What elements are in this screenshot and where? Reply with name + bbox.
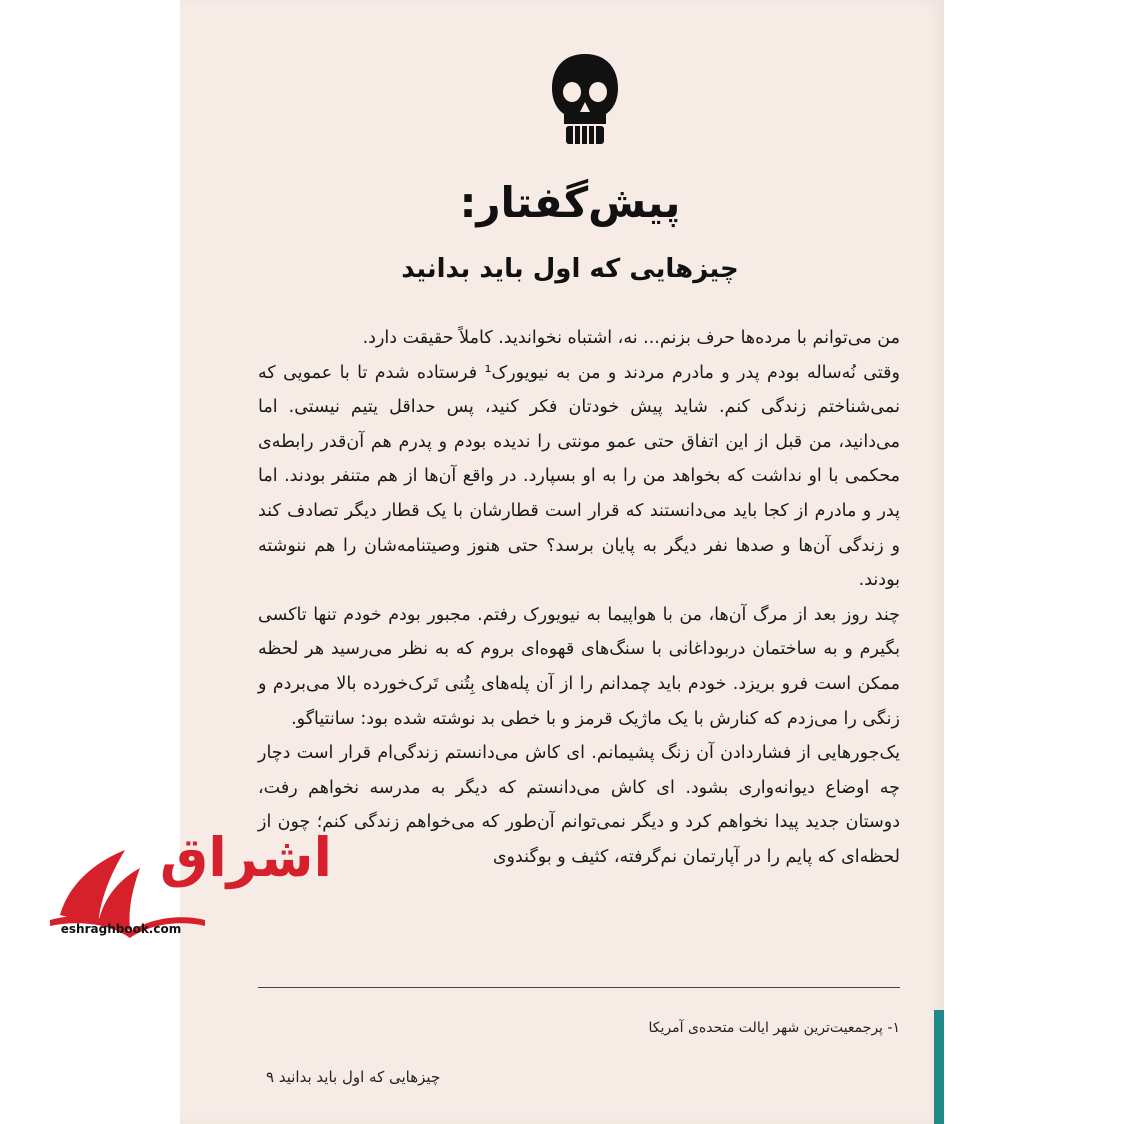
chapter-title: پیش‌گفتار: (459, 178, 681, 227)
paragraph: یک‌جورهایی از فشاردادن آن زنگ پشیمانم. ای کاش می‌دانستم زندگی‌ام قرار است دچار چه اوضاع دیوانه‌واری بشود. ای کاش می‌دانستم که دیگر به مدرسه نخواهم رفت، دوستان جدید پیدا نخواهم کرد و دیگر نمی‌توانم آن‌طور که می‌خواهم زندگی کنم؛ چون از لحظه‌ای که پایم را در آپارتمان نم‌گرفته، کثیف و بوگندوی (258, 743, 900, 867)
footnote-divider (258, 987, 900, 988)
watermark-word: اشراق (160, 826, 332, 889)
skull-icon (550, 52, 620, 152)
watermark-site: eshraghbook.com (60, 922, 182, 936)
page-edge-strip (934, 1010, 944, 1124)
running-footer (258, 1068, 900, 1086)
page-number: ۹ (266, 1068, 275, 1086)
body-text (258, 321, 900, 875)
chapter-subtitle: چیزهایی که اول باید بدانید (401, 254, 739, 284)
running-title: چیزهایی که اول باید بدانید (278, 1068, 441, 1086)
paragraph: چند روز بعد از مرگ آن‌ها، من با هواپیما به نیویورک رفتم. مجبور بودم خودم تنها تاکسی بگیرم و به ساختمان دربوداغانی با سنگ‌های قهوه‌ای بروم که به نظر می‌رسید هر لحظه ممکن است فرو بریزد. خودم باید چمدانم را از آن پله‌های بِتُنی تَرک‌خورده بالا می‌بردم و زنگی را می‌زدم که کنارش با یک ماژیک قرمز و با خطی بد نوشته شده بود: سانتیاگو. (258, 604, 900, 729)
paragraph: من می‌توانم با مرده‌ها حرف بزنم... نه، اشتباه نخواندید. کاملاً حقیقت دارد. (362, 328, 900, 348)
footnote: ۱- پرجمعیت‌ترین شهر ایالت متحده‌ی آمریکا (648, 1020, 900, 1036)
paragraph: وقتی نُه‌ساله بودم پدر و مادرم مردند و من به نیویورک¹ فرستاده شدم تا با عمویی که نمی‌شناختم زندگی کنم. شاید پیش خودتان فکر کنید، پس حداقل یتیم نیستی. اما می‌دانید، من قبل از این اتفاق حتی عمو مونتی را ندیده بودم و پدرم هم آن‌قدر رابطه‌ی محکمی با او نداشت که بخواهد من را به او بسپارد. در واقع آن‌ها از هم متنفر بودند. اما پدر و مادرم از کجا باید می‌دانستند که قرار است قطارشان با یک قطار دیگر تصادف کند و زندگی آن‌ها و صدها نفر دیگر به پایان برسد؟ حتی هنوز وصیتنامه‌شان را هم ننوشته بودند. (258, 362, 900, 591)
